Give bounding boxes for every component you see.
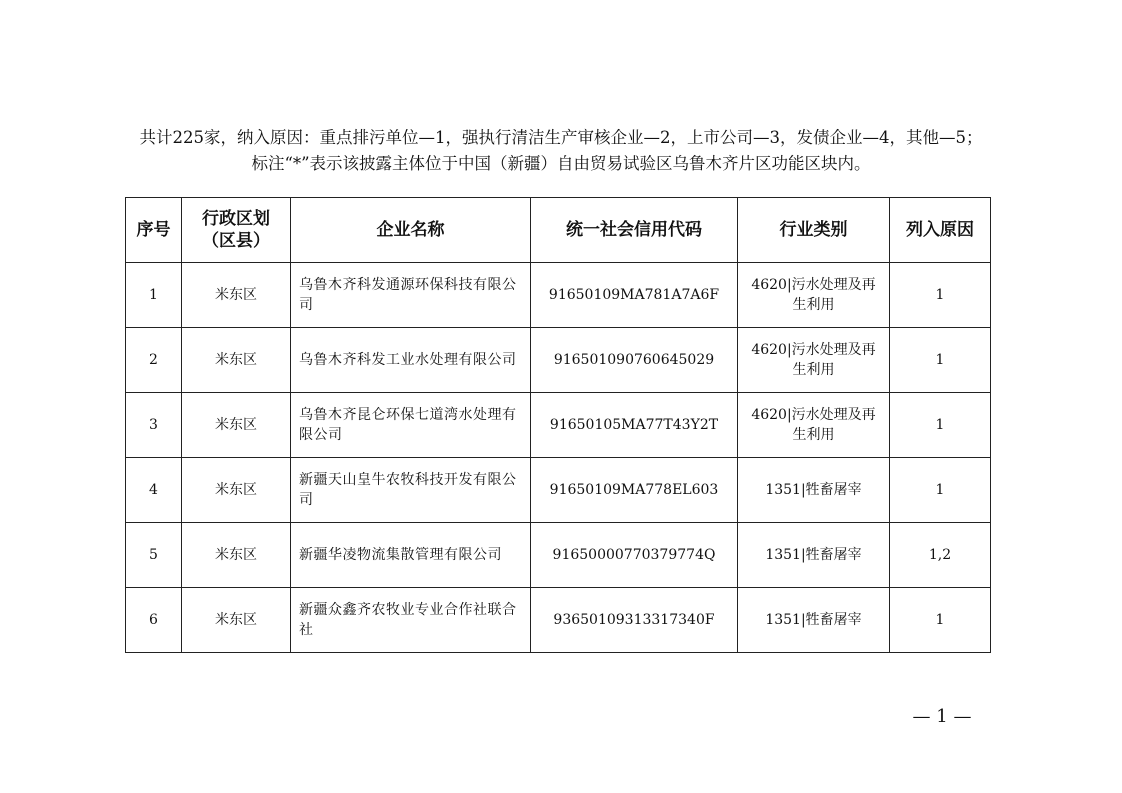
cell-company: 乌鲁木齐昆仑环保七道湾水处理有限公司 [291,393,531,458]
cell-company: 新疆众鑫齐农牧业专业合作社联合社 [291,588,531,653]
cell-reason: 1 [890,588,991,653]
cell-industry: 4620|污水处理及再生利用 [738,263,890,328]
table-header-row [126,198,991,263]
cell-district: 米东区 [182,458,291,523]
cell-reason: 1 [890,458,991,523]
table-row [126,523,991,588]
cell-credit-code: 93650109313317340F [531,588,738,653]
cell-industry: 1351|牲畜屠宰 [738,588,890,653]
cell-company: 乌鲁木齐科发通源环保科技有限公司 [291,263,531,328]
header-company: 企业名称 [291,198,531,263]
table-row [126,393,991,458]
cell-company: 新疆天山皇牛农牧科技开发有限公司 [291,458,531,523]
intro-line-1: 共计225家，纳入原因：重点排污单位—1，强执行清洁生产审核企业—2，上市公司—3，发债企业—4，其他—5； [139,128,983,147]
enterprise-table [125,197,991,653]
cell-seq: 5 [126,523,182,588]
cell-company: 新疆华凌物流集散管理有限公司 [291,523,531,588]
cell-reason: 1 [890,393,991,458]
header-reason: 列入原因 [890,198,991,263]
cell-credit-code: 91650109MA778EL603 [531,458,738,523]
cell-industry: 4620|污水处理及再生利用 [738,393,890,458]
cell-reason: 1 [890,263,991,328]
cell-credit-code: 91650105MA77T43Y2T [531,393,738,458]
table-row [126,328,991,393]
cell-industry: 1351|牲畜屠宰 [738,458,890,523]
cell-district: 米东区 [182,588,291,653]
cell-district: 米东区 [182,263,291,328]
table-row [126,263,991,328]
intro-line-2: 标注“*”表示该披露主体位于中国（新疆）自由贸易试验区乌鲁木齐片区功能区块内。 [251,154,871,173]
table-row [126,458,991,523]
cell-credit-code: 916501090760645029 [531,328,738,393]
cell-seq: 1 [126,263,182,328]
cell-seq: 6 [126,588,182,653]
header-seq: 序号 [126,198,182,263]
header-industry: 行业类别 [738,198,890,263]
header-district-line2: （区县） [202,231,270,251]
cell-seq: 4 [126,458,182,523]
cell-seq: 2 [126,328,182,393]
page-number: — 1 — [912,706,972,727]
table-row [126,588,991,653]
cell-reason: 1 [890,328,991,393]
cell-industry: 1351|牲畜屠宰 [738,523,890,588]
header-district [182,198,291,263]
cell-company: 乌鲁木齐科发工业水处理有限公司 [291,328,531,393]
cell-reason: 1,2 [890,523,991,588]
cell-credit-code: 91650109MA781A7A6F [531,263,738,328]
cell-seq: 3 [126,393,182,458]
cell-district: 米东区 [182,523,291,588]
cell-district: 米东区 [182,393,291,458]
cell-industry: 4620|污水处理及再生利用 [738,328,890,393]
header-district-line1: 行政区划 [202,209,270,229]
header-credit-code: 统一社会信用代码 [531,198,738,263]
cell-district: 米东区 [182,328,291,393]
cell-credit-code: 91650000770379774Q [531,523,738,588]
